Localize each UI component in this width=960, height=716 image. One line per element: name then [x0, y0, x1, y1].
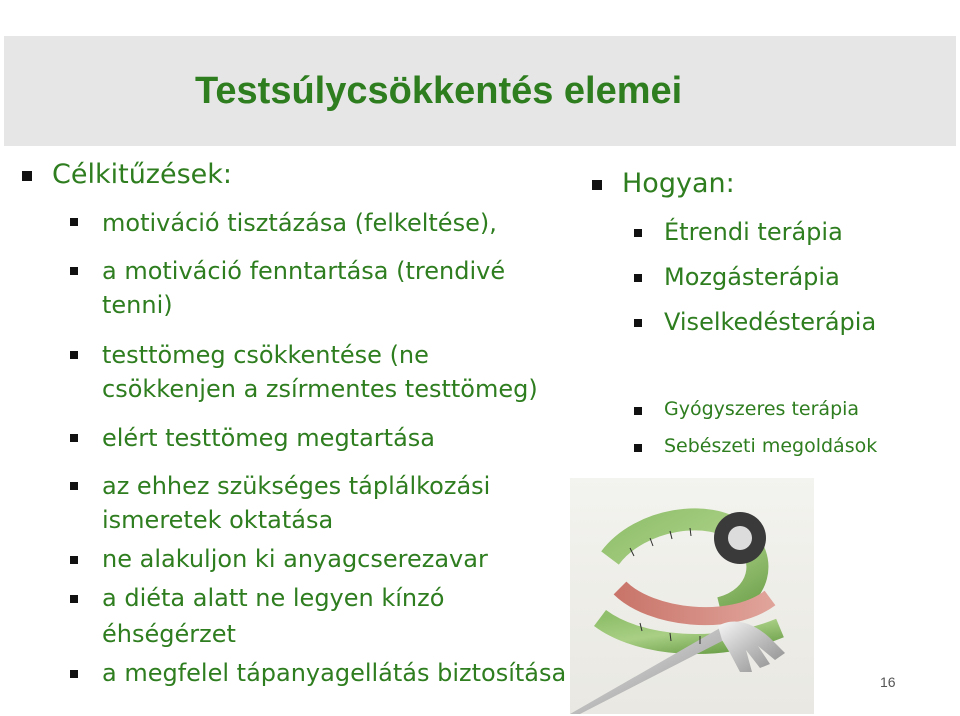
slide-title: Testsúlycsökkentés elemei: [195, 70, 683, 112]
list-item-continuation: ismeretek oktatása: [102, 506, 334, 534]
list-bullet-icon: [70, 670, 78, 678]
list-bullet-icon: [634, 274, 642, 282]
list-item: motiváció tisztázása (felkeltése),: [102, 209, 497, 237]
list-item-continuation: tenni): [102, 291, 173, 319]
list-item: a megfelel tápanyagellátás biztosítása: [102, 659, 567, 687]
fork-tape-illustration: [570, 478, 814, 714]
list-item: testtömeg csökkentése (ne: [102, 341, 429, 369]
list-item-continuation: csökkenjen a zsírmentes testtömeg): [102, 375, 538, 403]
heading-bullet-icon: [592, 180, 602, 190]
page-number: 16: [880, 674, 896, 690]
list-bullet-icon: [634, 407, 642, 415]
list-item: ne alakuljon ki anyagcserezavar: [102, 545, 488, 573]
list-bullet-icon: [70, 482, 78, 490]
heading-bullet-icon: [22, 171, 32, 181]
list-bullet-icon: [634, 319, 642, 327]
list-bullet-icon: [634, 229, 642, 237]
list-bullet-icon: [70, 218, 78, 226]
list-bullet-icon: [70, 351, 78, 359]
list-item: a diéta alatt ne legyen kínzó: [102, 584, 445, 612]
goals-heading: Célkitűzések:: [52, 159, 232, 190]
list-bullet-icon: [70, 434, 78, 442]
therapy-item: Mozgásterápia: [664, 263, 840, 291]
measuring-tape-fork-image: [570, 478, 814, 714]
therapy-item: Viselkedésterápia: [664, 308, 877, 336]
list-item-continuation: éhségérzet: [102, 620, 236, 648]
list-bullet-icon: [634, 444, 642, 452]
list-item: elért testtömeg megtartása: [102, 424, 435, 452]
list-bullet-icon: [70, 267, 78, 275]
therapy-item: Étrendi terápia: [664, 218, 843, 246]
list-bullet-icon: [70, 556, 78, 564]
list-item: a motiváció fenntartása (trendivé: [102, 257, 506, 285]
therapy-item-small: Gyógyszeres terápia: [664, 398, 860, 420]
list-item: az ehhez szükséges táplálkozási: [102, 472, 491, 500]
list-bullet-icon: [70, 595, 78, 603]
therapy-item-small: Sebészeti megoldások: [664, 435, 878, 457]
how-heading: Hogyan:: [622, 168, 735, 199]
